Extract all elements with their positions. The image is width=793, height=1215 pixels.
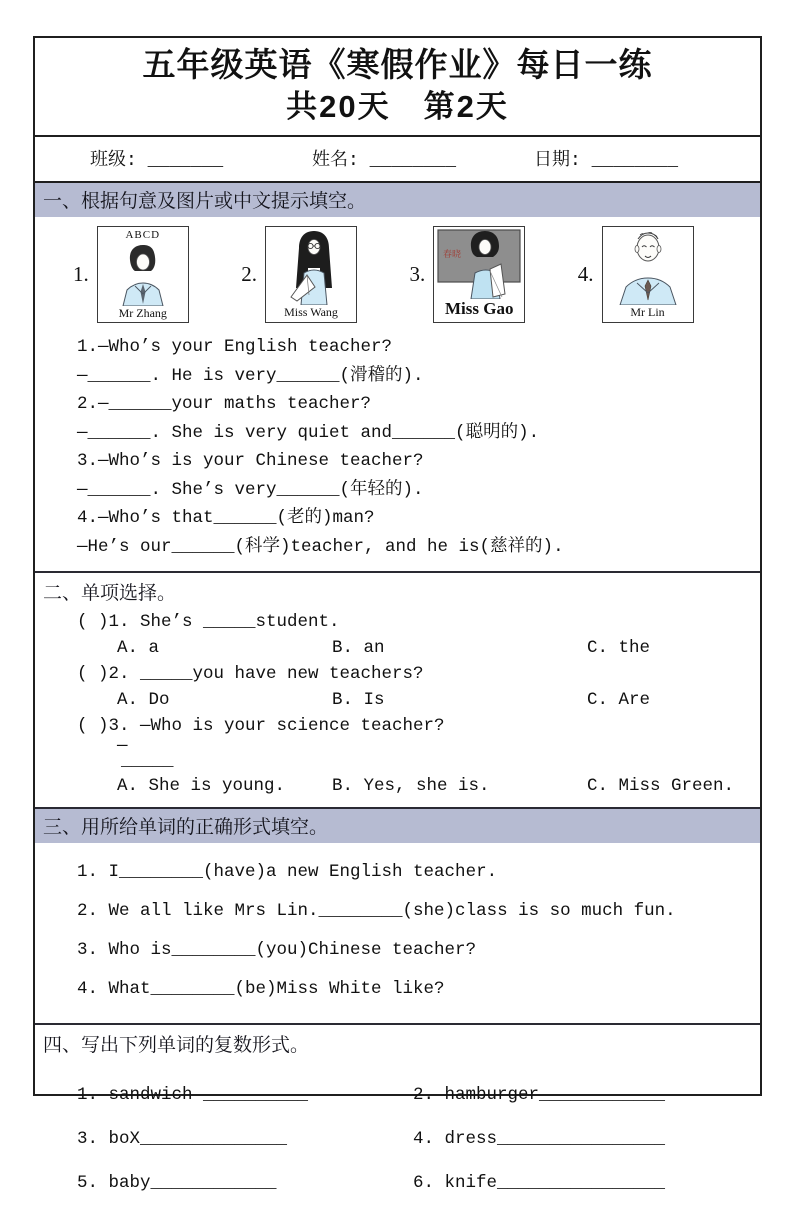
option-b: B. an <box>332 638 385 658</box>
title-block <box>35 38 760 137</box>
date-field <box>534 145 756 171</box>
student-info-row <box>35 137 760 183</box>
figure-1-number: 1. <box>73 262 89 286</box>
mcq-options-1 <box>77 635 750 661</box>
section3-header: 三、用所给单词的正确形式填空。 <box>35 807 760 843</box>
figure-3-number: 3. <box>409 262 426 286</box>
answer-blank: _____ <box>121 751 174 771</box>
s1-line: 4.—Who’s that______(老的)man? <box>77 508 375 528</box>
figure-4-caption: Mr Lin <box>630 305 665 319</box>
option-a: A. She is young. <box>117 776 286 796</box>
s4-item: 6. knife________________ <box>413 1173 666 1193</box>
teacher-figures-row <box>35 217 760 327</box>
date-blank: ________ <box>591 151 679 171</box>
option-c: C. the <box>587 638 651 658</box>
section3-questions <box>35 843 760 1023</box>
class-blank: _______ <box>147 151 224 171</box>
s1-line: 1.—Who’s your English teacher? <box>77 337 393 357</box>
mcq-options-2 <box>77 687 750 713</box>
abcd-text: ABCD <box>125 229 161 241</box>
name-label: 姓名: <box>312 151 370 171</box>
section2-questions <box>35 607 760 807</box>
figure-1-caption: Mr Zhang <box>118 306 167 320</box>
date-label: 日期: <box>534 151 592 171</box>
female-teacher-blackboard-icon <box>435 227 523 299</box>
blackboard-text: 春晓 <box>443 249 462 259</box>
mcq-options-3 <box>77 773 750 799</box>
name-field <box>312 145 534 171</box>
class-field <box>90 145 312 171</box>
s1-line: —______. She’s very______(年轻的). <box>77 479 424 500</box>
s4-item: 5. baby____________ <box>77 1173 277 1193</box>
figure-1 <box>73 226 231 323</box>
figure-2 <box>241 226 399 323</box>
mcq-stem-1: ( )1. She’s _____student. <box>77 612 340 632</box>
section4-header: 四、写出下列单词的复数形式。 <box>35 1023 760 1059</box>
figure-2-box <box>265 226 357 323</box>
section1-header: 一、根据句意及图片或中文提示填空。 <box>35 183 760 217</box>
section1-questions <box>35 327 760 571</box>
option-b: B. Is <box>332 690 385 710</box>
mcq-stem-3: ( )3. —Who is your science teacher? <box>77 716 445 736</box>
figure-3-box <box>433 226 525 323</box>
name-blank: ________ <box>369 151 457 171</box>
option-b: B. Yes, she is. <box>332 776 490 796</box>
s1-line: —He’s our______(科学)teacher, and he is(慈祥的). <box>77 536 564 557</box>
figure-4-number: 4. <box>577 262 594 286</box>
worksheet-page <box>33 36 762 1193</box>
figure-4 <box>578 226 736 323</box>
s1-line: 2.—______your maths teacher? <box>77 394 372 414</box>
old-bald-male-teacher-icon <box>604 227 692 305</box>
s4-item: 4. dress________________ <box>413 1129 666 1149</box>
figure-2-caption: Miss Wang <box>284 305 338 319</box>
male-teacher-dark-hair-icon <box>99 242 187 306</box>
s3-line: 1. I________(have)a new English teacher. <box>77 862 498 882</box>
figure-2-number: 2. <box>241 262 257 286</box>
section4-items <box>35 1059 760 1215</box>
option-c: C. Are <box>587 690 651 710</box>
s1-line: —______. She is very quiet and______(聪明的). <box>77 422 540 443</box>
s3-line: 3. Who is________(you)Chinese teacher? <box>77 940 477 960</box>
s1-line: 3.—Who’s is your Chinese teacher? <box>77 451 424 471</box>
s4-row <box>77 1161 750 1205</box>
option-a: A. Do <box>117 690 170 710</box>
s4-row <box>77 1117 750 1161</box>
s1-line: —______. He is very______(滑稽的). <box>77 365 424 386</box>
s4-item: 1. sandwich __________ <box>77 1085 309 1105</box>
page-title: 五年级英语《寒假作业》每日一练 <box>142 46 653 83</box>
option-c: C. Miss Green. <box>587 776 735 796</box>
s4-item: 3. boX______________ <box>77 1129 288 1149</box>
section2-header: 二、单项选择。 <box>35 571 760 607</box>
class-label: 班级: <box>90 151 148 171</box>
figure-3 <box>410 226 568 323</box>
mcq-stem-2: ( )2. _____you have new teachers? <box>77 664 424 684</box>
option-a: A. a <box>117 638 160 658</box>
s4-item: 2. hamburger____________ <box>413 1085 666 1105</box>
s3-line: 4. What________(be)Miss White like? <box>77 979 445 999</box>
figure-1-box <box>97 226 189 323</box>
female-teacher-long-hair-glasses-icon <box>267 227 355 305</box>
answer-dash: — <box>117 736 128 756</box>
figure-3-caption: Miss Gao <box>445 299 514 318</box>
s4-row <box>77 1073 750 1117</box>
s3-line: 2. We all like Mrs Lin.________(she)class is so much fun. <box>77 901 676 921</box>
page-subtitle: 共20天 第2天 <box>286 89 509 124</box>
figure-4-box <box>602 226 694 323</box>
